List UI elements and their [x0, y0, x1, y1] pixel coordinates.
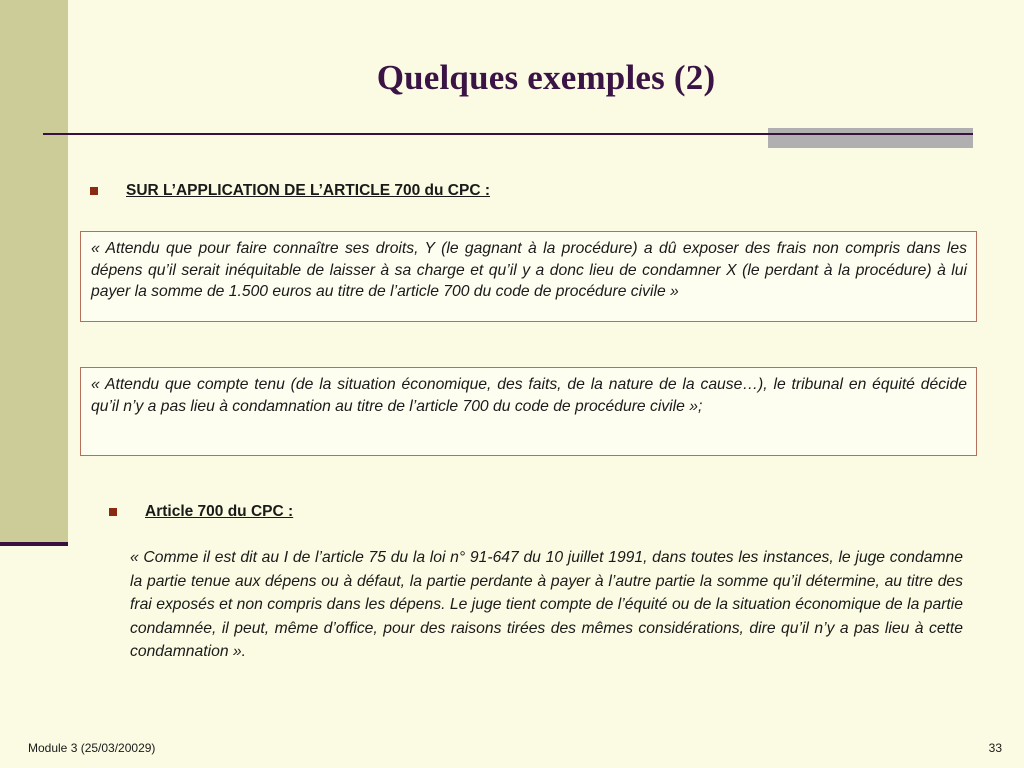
section-heading-article-700: Article 700 du CPC : — [145, 503, 294, 520]
quote-box-condamnation: « Attendu que pour faire connaître ses droits, Y (le gagnant à la procédure) a dû exposer des frais non compris dans les dépens qu’il serait inéquitable de laisser à sa charge et qu’il y a donc lieu de condamner X (le perdant à la procédure) à lui payer la somme de 1.500 euros au titre de l’article 700 du code de procédure civile » — [80, 231, 977, 322]
left-bar-underline — [0, 542, 68, 546]
article-700-text: « Comme il est dit au I de l’article 75 du la loi n° 91-647 du 10 juillet 1991, dans toutes les instances, le juge condamne la partie tenue aux dépens ou à défaut, la partie perdante à payer à l’autre partie la somme qu’il détermine, au titre des frai exposés et non compris dans les dépens. Le juge tient compte de l’équité ou de la situation économique de la partie condamnée, il peut, même d’office, pour des raisons tirées des mêmes considérations, dire qu’il n’y a pas lieu à cette condamnation ». — [130, 549, 963, 660]
title-accent-block — [768, 128, 973, 148]
footer-module-label: Module 3 (25/03/20029) — [28, 741, 156, 755]
section-heading-application: SUR L’APPLICATION DE L’ARTICLE 700 du CPC : — [126, 182, 490, 199]
quote-box-equite: « Attendu que compte tenu (de la situation économique, des faits, de la nature de la cause…), le tribunal en équité décide qu’il n’y a pas lieu à condamnation au titre de l’article 700 du code de procédure civile »; — [80, 367, 977, 456]
left-decorative-bar — [0, 0, 68, 542]
bullet-square-icon — [109, 508, 117, 516]
bullet-square-icon — [90, 187, 98, 195]
slide-title: Quelques exemples (2) — [376, 58, 716, 97]
footer-page-number: 33 — [988, 741, 1002, 755]
